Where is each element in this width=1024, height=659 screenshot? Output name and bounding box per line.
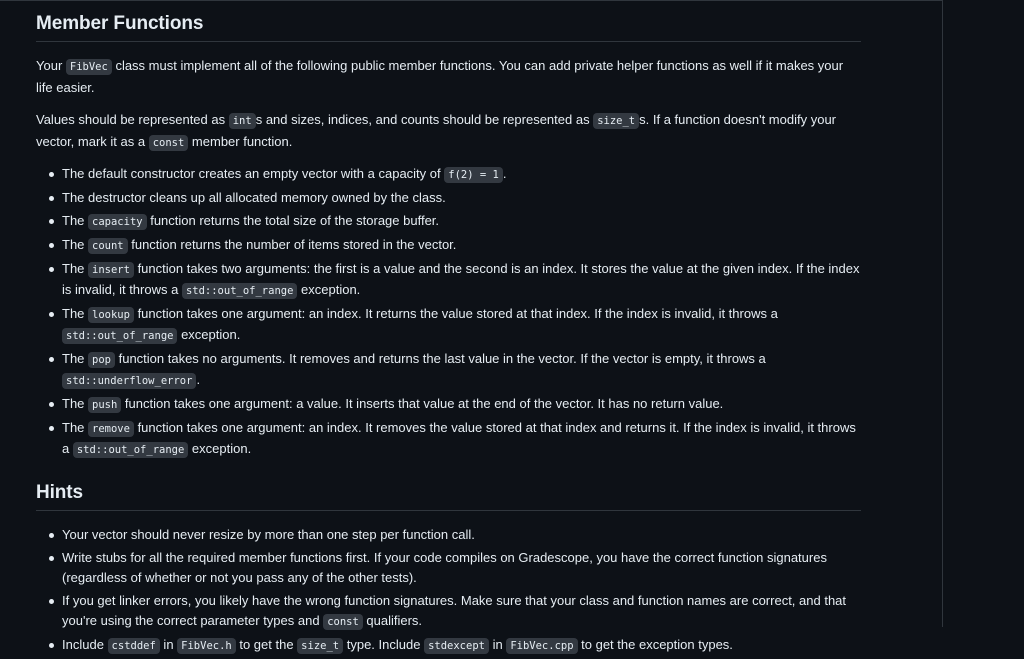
code-span: size_t (593, 113, 639, 129)
code-span: FibVec (66, 59, 112, 75)
heading-hints: Hints (36, 482, 861, 511)
member-functions-list (36, 164, 861, 460)
list-item: The remove function takes one argument: an index. It removes the value stored at that index and returns it. If the index is invalid, it throws a std::out_of_range exception. (62, 418, 861, 460)
list-item: The destructor cleans up all allocated memory owned by the class. (62, 188, 861, 208)
code-span: capacity (88, 214, 147, 230)
list-item: The default constructor creates an empty vector with a capacity of f(2) = 1 . (62, 164, 861, 185)
list-item: The pop function takes no arguments. It removes and returns the last value in the vector. If the vector is empty, it throws a std::underflow_error . (62, 349, 861, 391)
code-span: size_t (297, 638, 343, 654)
code-span: FibVec.h (177, 638, 236, 654)
right-side-panel (944, 0, 1024, 627)
readme-content (36, 1, 861, 659)
paragraph-types: Values should be represented as int s and sizes, indices, and counts should be represented as size_t s. If a function doesn't modify your vector, mark it as a const member function. (36, 112, 837, 149)
code-span: std::out_of_range (182, 283, 297, 299)
paragraph-intro: Your FibVec class must implement all of the following public member functions. You can add private helper functions as well if it makes your life easier. (36, 58, 844, 95)
list-item: Include cstddef in FibVec.h to get the size_t type. Include stdexcept in FibVec.cpp to get the exception types. (62, 635, 861, 656)
hints-list (36, 525, 861, 656)
list-item: The lookup function takes one argument: an index. It returns the value stored at that index. If the index is invalid, it throws a std::out_of_range exception. (62, 304, 861, 346)
list-item: The insert function takes two arguments: the first is a value and the second is an index. It stores the value at the given index. If the index is invalid, it throws a std::out_of_range exception. (62, 259, 861, 301)
code-span: stdexcept (424, 638, 489, 654)
code-span: push (88, 397, 121, 413)
list-item: The count function returns the number of items stored in the vector. (62, 235, 861, 256)
code-span: pop (88, 352, 115, 368)
list-item: The capacity function returns the total size of the storage buffer. (62, 211, 861, 232)
code-span: insert (88, 262, 134, 278)
code-span: std::out_of_range (62, 328, 177, 344)
code-span: std::out_of_range (73, 442, 188, 458)
list-item: If you get linker errors, you likely have the wrong function signatures. Make sure that your class and function names are correct, and that you're using the correct parameter types and const qualifiers. (62, 591, 861, 632)
code-span: lookup (88, 307, 134, 323)
code-span: f(2) = 1 (444, 167, 503, 183)
code-span: FibVec.cpp (506, 638, 577, 654)
code-span: remove (88, 421, 134, 437)
code-span: cstddef (108, 638, 160, 654)
code-span: count (88, 238, 128, 254)
heading-member-functions: Member Functions (36, 1, 861, 42)
code-span: int (229, 113, 256, 129)
code-span: const (323, 614, 363, 630)
code-span: const (149, 135, 189, 151)
list-item: The push function takes one argument: a value. It inserts that value at the end of the vector. It has no return value. (62, 394, 861, 415)
list-item: Write stubs for all the required member functions first. If your code compiles on Gradescope, you have the correct function signatures (regardless of whether or not you pass any of the other tests). (62, 548, 861, 588)
list-item: Your vector should never resize by more than one step per function call. (62, 525, 861, 545)
code-span: std::underflow_error (62, 373, 196, 389)
